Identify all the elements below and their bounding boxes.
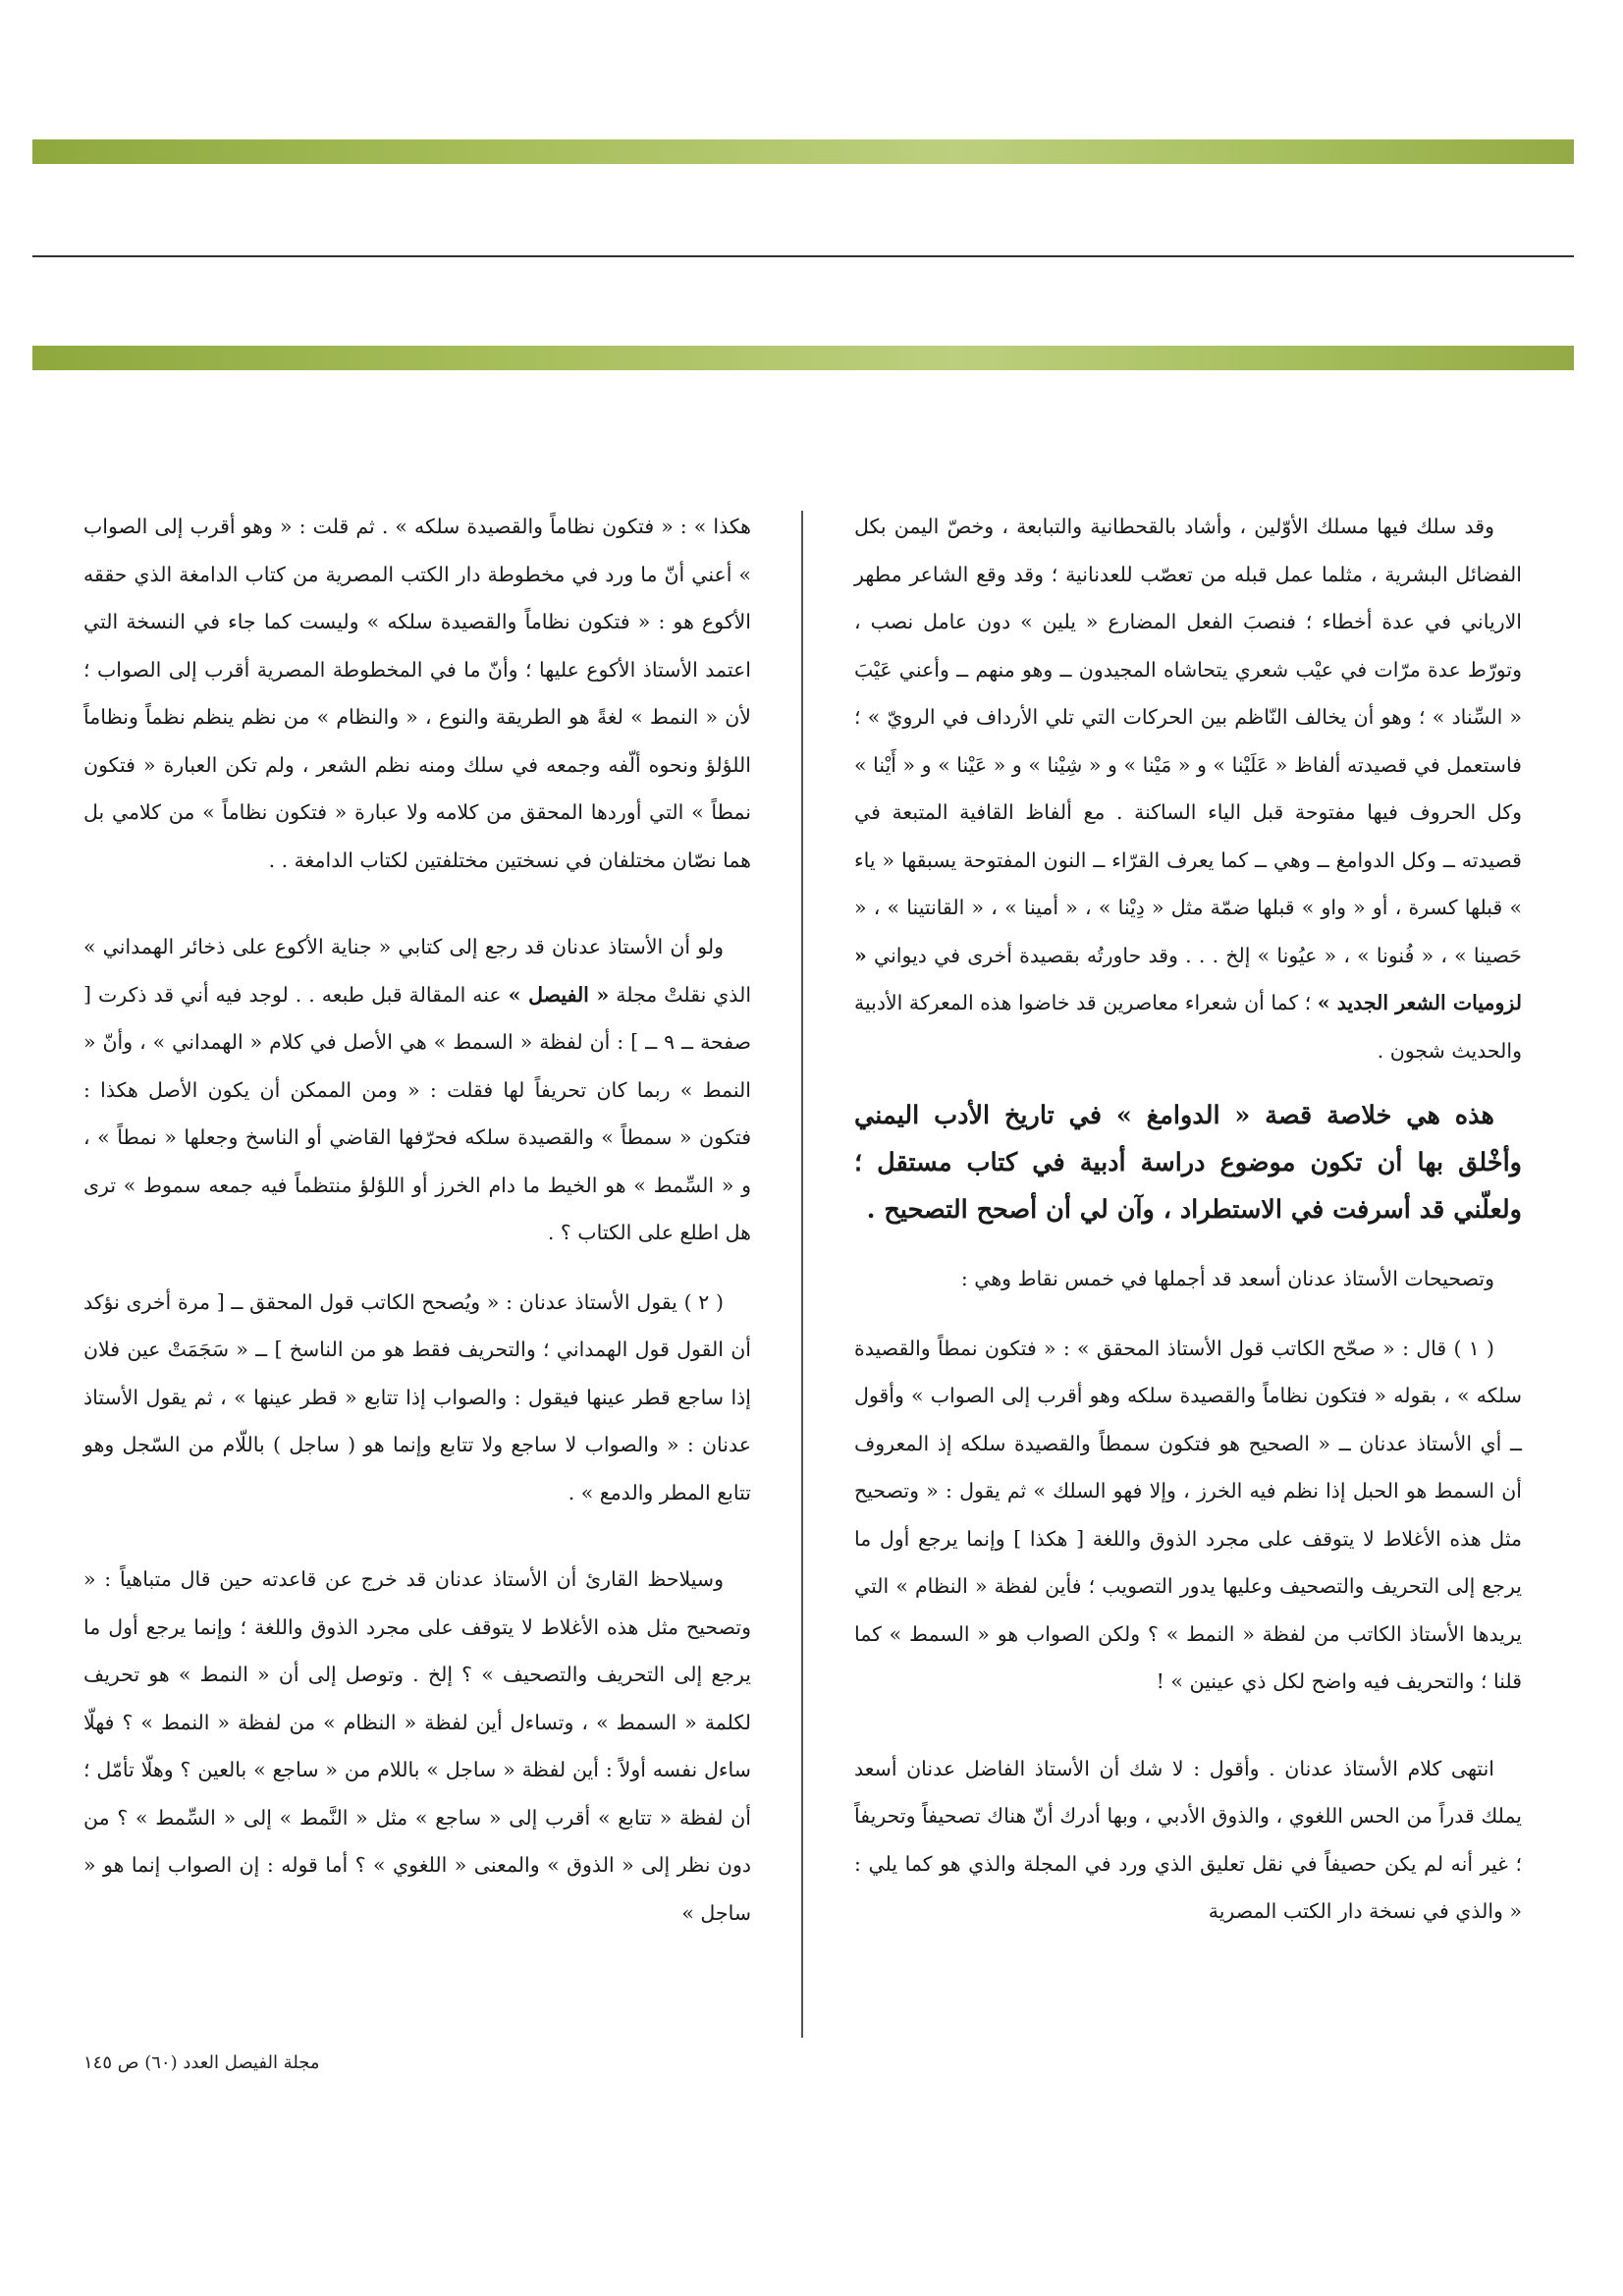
- right-paragraph-1-end: ؛ كما أن شعراء معاصرين قد خاضوا هذه المعركة الأدبية والحديث شجون .: [853, 991, 1522, 1063]
- right-paragraph-2: وتصحيحات الأستاذ عدنان أسعد قد أجملها في خمس نقاط وهي :: [960, 1267, 1494, 1290]
- left-paragraph-3: ( ٢ ) يقول الأستاذ عدنان : « ويُصحح الكاتب قول المحقق ــ [ مرة أخرى نؤكد أن القول قول الهمداني ؛ والتحريف فقط هو من الناسخ ] ــ « سَجَمَتْ عين فلان إذا ساجع قطر عينها فيقول : والصواب إذا تتابع « قطر عينها » ، ثم يقول الأستاذ عدنان : « والصواب لا ساجع ولا تتابع وإنما هو ( ساجل ) باللّام من السّجل وهو تتابع المطر والدمع » .: [83, 1289, 751, 1504]
- left-paragraph-2: [83, 923, 751, 1257]
- magazine-name-bold: « الفيصل »: [508, 982, 610, 1007]
- book-title-bold: « لزوميات الشعر الجديد »: [854, 943, 1522, 1014]
- left-column: [83, 503, 751, 1937]
- right-paragraph-4: انتهى كلام الأستاذ عدنان . وأقول : لا شك أن الأستاذ الفاضل عدنان أسعد يملك قدراً من الحس اللغوي ، والذوق الأدبي ، وبها أدرك أنّ هناك تصحيفاً وتحريفاً ؛ غير أنه لم يكن حصيفاً في نقل تعليق الذي ورد في المجلة والذي هو كما يلي : « والذي في نسخة دار الكتب المصرية: [854, 1756, 1522, 1923]
- left-paragraph-4: وسيلاحظ القارئ أن الأستاذ عدنان قد خرج عن قاعدته حين قال متباهياً : « وتصحيح مثل هذه الأغلاط لا يتوقف على مجرد الذوق واللغة ؛ وإنما يرجع أول ما يرجع إلى التحريف والتصحيف » ؟ إلخ . وتوصل إلى أن « النمط » هو تحريف لكلمة « السمط » ، وتساءل أين لفظة « النظام » من لفظة « النمط » ؟ فهلّا ساءل نفسه أولاً : أين لفظة « ساجل » باللام من « ساجع » بالعين ؟ وهلّا تأمّل ؛ أن لفظة « تتابع » أقرب إلى « ساجع » مثل « النَّمط » إلى « السِّمط » ؟ من دون نظر إلى « الذوق » والمعنى « اللغوي » ؟ أما قوله : إن الصواب إنما هو « ساجل »: [83, 1567, 751, 1925]
- column-divider: [801, 511, 803, 2038]
- right-paragraph-1-text: وقد سلك فيها مسلك الأوّلين ، وأشاد بالقحطانية والتبابعة ، وخصّ اليمن بكل الفضائل البشرية ، مثلما عمل قبله من تعصّب للعدنانية ؛ وقد وقع الشاعر مطهر الارياني في عدة أخطاء ؛ فنصبَ الفعل المضارع « يلين » دون عامل نصب ، وتورّط عدة مرّات في عيْب شعري يتحاشاه المجيدون ــ وهو منهم ــ وأعني عَيْبَ « السِّناد » ؛ وهو أن يخالف النّاظم بين الحركات التي تلي الأرداف في الرويّ » ؛ فاستعمل في قصيدته ألفاظ « عَلَيْنا » و « مَيْنا » و « شِيْنا » و « عَيْنا » و « أَيْنا » وكل الحروف فيها مفتوحة قبل الياء الساكنة . مع ألفاظ القافية المتبعة في قصيدته ــ وكل الدوامغ ــ وهي ــ كما يعرف القرّاء ــ النون المفتوحة يسبقها « ياء » قبلها كسرة ، أو « واو » قبلها ضمّة مثل « دِيْنا » ، « أمينا » ، « القانتينا » ، « حَصينا » ، « فُنونا » ، « عيُونا » إلخ . . . وقد حاورتُه بقصيدة أخرى في ديواني: [854, 515, 1522, 967]
- right-paragraph-1: [854, 503, 1522, 1074]
- left-paragraph-2-b: عنه المقالة قبل طبعه . . لوجد فيه أني قد ذكرت [ صفحة ــ ٩ ــ ] : أن لفظة « السمط » هي الأصل في كلام « الهمداني » ، وأنّ « النمط » ربما كان تحريفاً لها فقلت : « ومن الممكن أن يكون الأصل هكذا : فتكون « سمطاً » والقصيدة سلكه فحرّفها القاضي أو الناسخ وجعلها « نمطاً » ، و « السِّمط » هو الخيط ما دام الخرز أو اللؤلؤ منتظماً فيه جمعه سموط » ترى هل اطلع على الكتاب ؟ .: [83, 982, 751, 1244]
- right-paragraph-3: ( ١ ) قال : « صحّح الكاتب قول الأستاذ المحقق » : « فتكون نمطاً والقصيدة سلكه » ، بقوله « فتكون نظاماً والقصيدة سلكه وهو أقرب إلى الصواب » وأقول ــ أي الأستاذ عدنان ــ « الصحيح هو فتكون سمطاً والقصيدة سلكه إذ المعروف أن السمط هو الحبل إذا نظم فيه الخرز ، وإلا فهو السلك » ثم يقول : « وتصحيح مثل هذه الأغلاط لا يتوقف على مجرد الذوق واللغة [ هكذا ] وإنما يرجع أول ما يرجع إلى التحريف والتصحيف وعليها يدور التصويب ؛ فأين لفظة « النظام » التي يريدها الأستاذ الكاتب من لفظة « النمط » ؟ ولكن الصواب هو « السمط » كما قلنا ؛ والتحريف فيه واضح لكل ذي عينين » !: [854, 1336, 1522, 1693]
- header-rule: [32, 255, 1574, 257]
- bottom-green-band: [32, 346, 1574, 370]
- top-green-band: [32, 139, 1574, 164]
- left-paragraph-1: هكذا » : « فتكون نظاماً والقصيدة سلكه » . ثم قلت : « وهو أقرب إلى الصواب » أعني أنّ ما ورد في مخطوطة دار الكتب المصرية من كتاب الدامغة الذي حققه الأكوع هو : « فتكون نظاماً والقصيدة سلكه » وليست كما جاء في النسخة التي اعتمد الأستاذ الأكوع عليها ؛ وأنّ ما في المخطوطة المصرية أقرب إلى الصواب ؛ لأن « النمط » لغةً هو الطريقة والنوع ، « والنظام » من نظم ينظم نظماً ونظاماً اللؤلؤ ونحوه ألّفه وجمعه في سلك ومنه نظم الشعر ، ولم تكن العبارة « فتكون نمطاً » التي أوردها المحقق من كلامه ولا عبارة « فتكون نظاماً » من كلامي بل هما نصّان مختلفان في نسختين مختلفتين لكتاب الدامغة . .: [83, 515, 751, 872]
- right-column: [854, 503, 1522, 1936]
- page-footer: مجلة الفيصل العدد (٦٠) ص ١٤٥: [83, 2052, 320, 2073]
- left-paragraph-2-a: ولو أن الأستاذ عدنان قد رجع إلى كتابي « جناية الأكوع على ذخائر الهمداني » الذي نقلتْ مجلة: [83, 935, 752, 1007]
- summary-heading: هذه هي خلاصة قصة « الدوامغ » في تاريخ الأدب اليمني وأخْلق بها أن تكون موضوع دراسة أدبية في كتاب مستقل ؛ ولعلّني قد أسرفت في الاستطراد ، وآن لي أن أصحح التصحيح .: [854, 1101, 1522, 1225]
